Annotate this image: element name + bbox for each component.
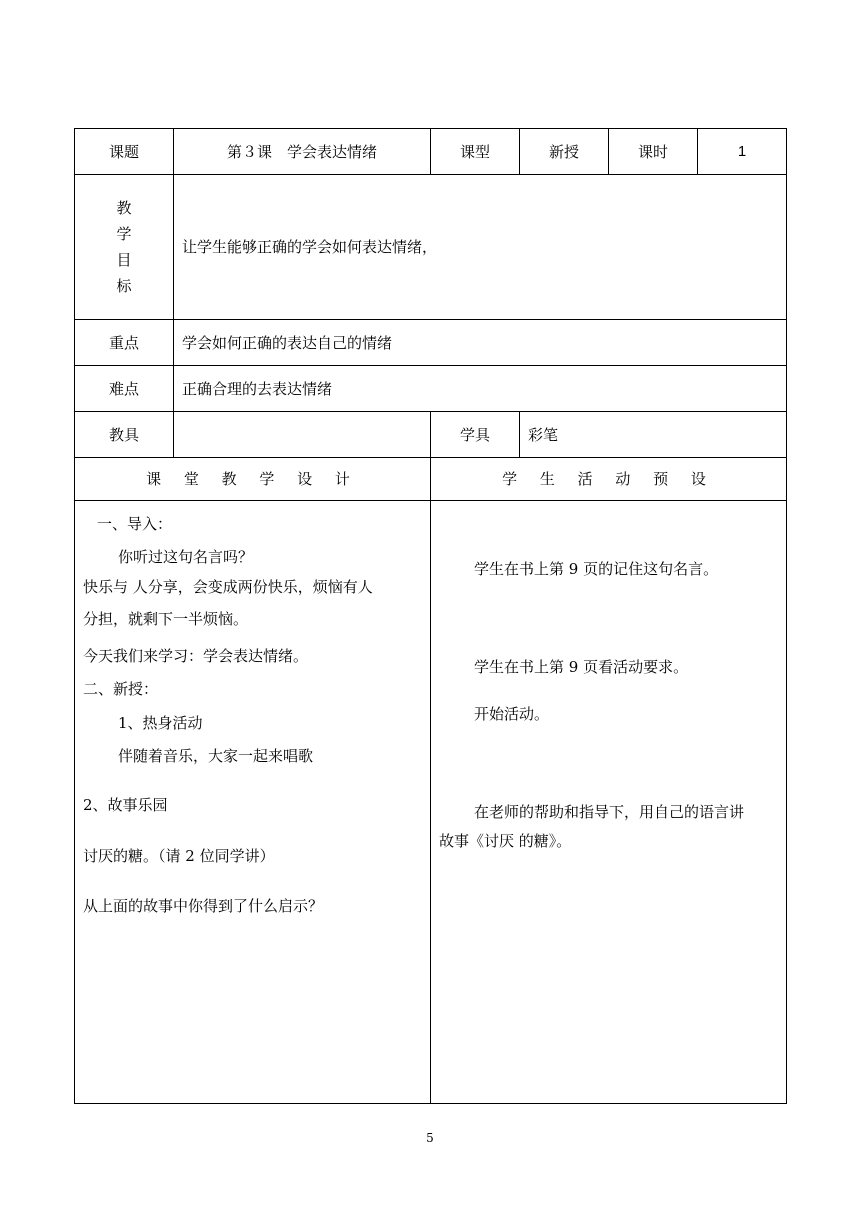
- activity-line: 故事《讨厌 的糖》。: [439, 832, 572, 850]
- design-line: 今天我们来学习：学会表达情绪。: [83, 647, 309, 665]
- page-number: 5: [426, 1131, 434, 1145]
- row-tools: [75, 412, 787, 458]
- design-line: 快乐与 人分享，会变成两份快乐，烦恼有人: [83, 578, 373, 596]
- design-line: 分担，就剩下一半烦恼。: [83, 610, 249, 628]
- objective-label: [75, 175, 174, 320]
- period-value: 1: [698, 129, 787, 175]
- design-line: 你听过这句名言吗？: [118, 548, 254, 566]
- design-content: [75, 501, 431, 1104]
- objective-label-char: 学: [116, 225, 132, 243]
- type-label: 课型: [431, 129, 520, 175]
- key-point-value: 学会如何正确的表达自己的情绪: [174, 320, 787, 366]
- key-point-label: 重点: [75, 320, 174, 366]
- activity-content: [431, 501, 787, 1104]
- design-line: 一、导入：: [97, 515, 173, 533]
- period-label: 课时: [609, 129, 698, 175]
- difficulty-label: 难点: [75, 366, 174, 412]
- objective-label-char: 教: [116, 199, 132, 217]
- objective-value: 让学生能够正确的学会如何表达情绪，: [174, 175, 787, 320]
- activity-line: 学生在书上第 9 页的记住这句名言。: [474, 560, 719, 578]
- teacher-tools-value: [174, 412, 431, 458]
- row-difficulty: [75, 366, 787, 412]
- design-line: 二、新授：: [83, 680, 159, 698]
- topic-label: 课题: [75, 129, 174, 175]
- objective-label-char: 目: [116, 251, 132, 269]
- design-line: 伴随着音乐，大家一起来唱歌: [118, 747, 314, 765]
- design-line: 从上面的故事中你得到了什么启示？: [83, 897, 324, 915]
- activity-header: 学 生 活 动 预 设: [431, 458, 787, 501]
- topic-value: 第３课 学会表达情绪: [174, 129, 431, 175]
- row-objective: [75, 175, 787, 320]
- design-line: 1、热身活动: [118, 714, 203, 732]
- activity-line: 开始活动。: [474, 705, 550, 723]
- activity-line: 在老师的帮助和指导下，用自己的语言讲: [474, 803, 745, 821]
- student-tools-label: 学具: [431, 412, 520, 458]
- type-value: 新授: [520, 129, 609, 175]
- design-line: 讨厌的糖。（请 2 位同学讲）: [83, 847, 275, 865]
- lesson-plan-table: [74, 128, 787, 1104]
- row-section-headers: [75, 458, 787, 501]
- design-line: 2、故事乐园: [83, 796, 168, 814]
- row-key-point: [75, 320, 787, 366]
- difficulty-value: 正确合理的去表达情绪: [174, 366, 787, 412]
- student-tools-value: 彩笔: [520, 412, 787, 458]
- activity-line: 学生在书上第 9 页看活动要求。: [474, 658, 689, 676]
- objective-label-char: 标: [116, 277, 132, 295]
- teacher-tools-label: 教具: [75, 412, 174, 458]
- row-topic: [75, 129, 787, 175]
- row-body: [75, 501, 787, 1104]
- design-header: 课 堂 教 学 设 计: [75, 458, 431, 501]
